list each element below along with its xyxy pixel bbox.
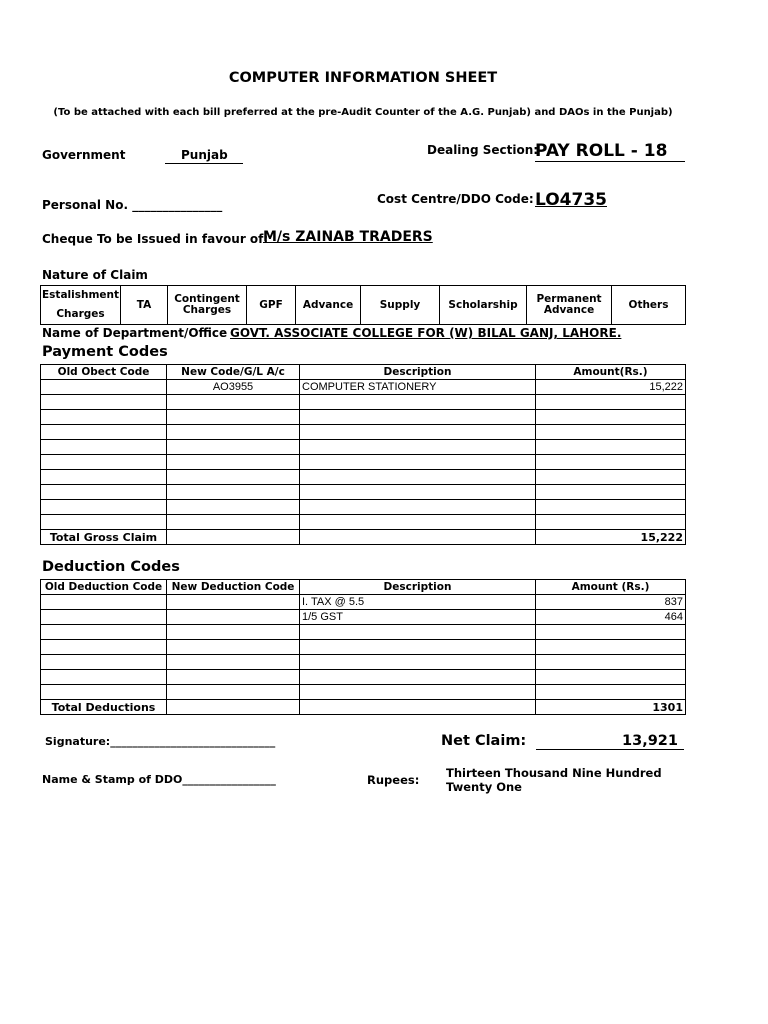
total-deductions-label: Total Deductions (41, 700, 167, 715)
table-row (41, 500, 686, 515)
net-claim-label: Net Claim: (441, 733, 527, 749)
col-old-deduction-code: Old Deduction Code (41, 580, 167, 595)
table-row (41, 610, 686, 625)
cell-new-code[interactable]: AO3955 (167, 380, 300, 395)
col-new-code: New Code/G/L A/c (167, 365, 300, 380)
dealing-section-label: Dealing Section: (427, 143, 539, 157)
cheque-value: M/s ZAINAB TRADERS (263, 229, 433, 245)
table-row (41, 515, 686, 530)
table-row (41, 670, 686, 685)
claim-type-scholarship[interactable]: Scholarship (440, 286, 527, 325)
personal-no-label: Personal No. _______________ (42, 198, 223, 212)
claim-type-contingent[interactable]: Contingent Charges (168, 286, 247, 325)
table-row (41, 410, 686, 425)
table-row (41, 655, 686, 670)
claim-type-permanent-advance[interactable]: Permanent Advance (527, 286, 612, 325)
nature-of-claim-label: Nature of Claim (42, 268, 148, 282)
table-row (41, 440, 686, 455)
table-row (41, 640, 686, 655)
department-label: Name of Department/Office (42, 326, 228, 340)
claim-type-others[interactable]: Others (612, 286, 686, 325)
page-title: COMPUTER INFORMATION SHEET (228, 70, 498, 86)
cost-centre-value: LO4735 (535, 190, 607, 210)
net-claim-value: 13,921 (536, 733, 684, 750)
signature-label: Signature:______________________________ (45, 735, 276, 748)
cell-amount[interactable]: 837 (536, 595, 686, 610)
payment-codes-heading: Payment Codes (42, 344, 168, 360)
cost-centre-label: Cost Centre/DDO Code: (377, 192, 534, 206)
claim-type-table (40, 285, 686, 325)
cell-amount[interactable]: 464 (536, 610, 686, 625)
table-row (41, 625, 686, 640)
cell-description[interactable]: I. TAX @ 5.5 (300, 595, 536, 610)
cell-description[interactable]: 1/5 GST (300, 610, 536, 625)
table-row (41, 485, 686, 500)
cell-old-code[interactable] (41, 380, 167, 395)
table-row (41, 595, 686, 610)
total-deductions-row (41, 700, 686, 715)
table-row (41, 685, 686, 700)
col-amount: Amount (Rs.) (536, 580, 686, 595)
deduction-codes-table (40, 579, 686, 715)
table-header-row (41, 365, 686, 380)
deduction-codes-heading: Deduction Codes (42, 559, 180, 575)
rupees-in-words: Thirteen Thousand Nine Hundred Twenty One (446, 766, 662, 794)
table-row (41, 425, 686, 440)
table-row (41, 455, 686, 470)
government-label: Government (42, 148, 126, 162)
table-header-row (41, 580, 686, 595)
table-row (41, 470, 686, 485)
total-deductions-value: 1301 (536, 700, 686, 715)
table-row (41, 395, 686, 410)
rupees-label: Rupees: (367, 773, 420, 787)
col-description: Description (300, 580, 536, 595)
claim-type-supply[interactable]: Supply (361, 286, 440, 325)
table-row (41, 380, 686, 395)
claim-type-advance[interactable]: Advance (296, 286, 361, 325)
claim-type-establishment[interactable]: Estalishment Charges (41, 286, 121, 325)
government-value: Punjab (165, 148, 243, 164)
total-gross-claim-row (41, 530, 686, 545)
cell-amount[interactable]: 15,222 (536, 380, 686, 395)
col-old-object-code: Old Obect Code (41, 365, 167, 380)
col-description: Description (300, 365, 536, 380)
dealing-section-value: PAY ROLL - 18 (535, 141, 685, 162)
cheque-label: Cheque To be Issued in favour of: (42, 232, 269, 246)
payment-codes-table (40, 364, 686, 545)
department-value: GOVT. ASSOCIATE COLLEGE FOR (W) BILAL GANJ, LAHORE. (230, 326, 622, 340)
page-subtitle: (To be attached with each bill preferred at the pre-Audit Counter of the A.G. Punjab) and DAOs in the Punjab) (53, 107, 673, 118)
total-gross-claim-label: Total Gross Claim (41, 530, 167, 545)
col-amount: Amount(Rs.) (536, 365, 686, 380)
col-new-deduction-code: New Deduction Code (167, 580, 300, 595)
claim-type-gpf[interactable]: GPF (247, 286, 296, 325)
claim-type-ta[interactable]: TA (121, 286, 168, 325)
cell-description[interactable]: COMPUTER STATIONERY (300, 380, 536, 395)
total-gross-claim-value: 15,222 (536, 530, 686, 545)
ddo-stamp-label: Name & Stamp of DDO_________________ (42, 773, 276, 786)
